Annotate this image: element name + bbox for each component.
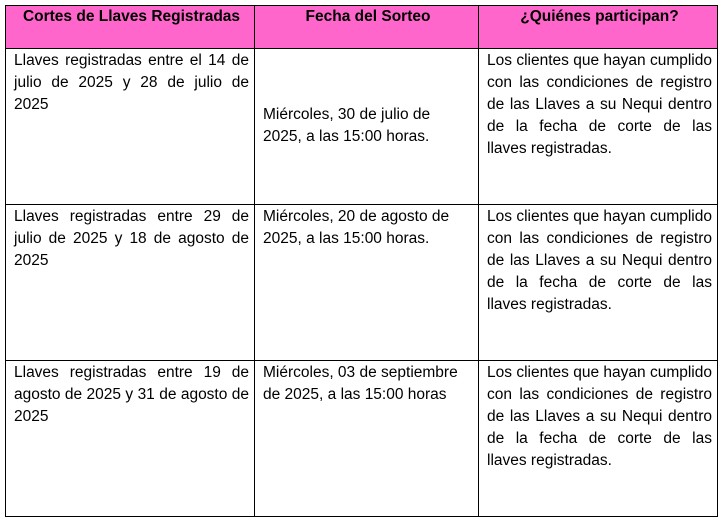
- table-row: [6, 49, 718, 205]
- cell-fecha: Miércoles, 20 de agosto de 2025, a las 15:00 horas.: [255, 205, 479, 361]
- cell-cortes: Llaves registradas entre el 14 de julio de 2025 y 28 de julio de 2025: [6, 49, 255, 205]
- header-quienes: ¿Quiénes participan?: [479, 6, 718, 49]
- table-body: [6, 49, 718, 517]
- header-row: [6, 6, 718, 49]
- table-header: [6, 6, 718, 49]
- table-row: [6, 205, 718, 361]
- cell-fecha: Miércoles, 30 de julio de 2025, a las 15:00 horas.: [255, 49, 479, 205]
- cell-quienes: Los clientes que hayan cumplido con las condiciones de registro de las Llaves a su Nequi dentro de la fecha de corte de las llaves registradas.: [479, 205, 718, 361]
- cell-quienes: Los clientes que hayan cumplido con las condiciones de registro de las Llaves a su Nequi dentro de la fecha de corte de las llaves registradas.: [479, 49, 718, 205]
- cell-quienes: Los clientes que hayan cumplido con las condiciones de registro de las Llaves a su Nequi dentro de la fecha de corte de las llaves registradas.: [479, 361, 718, 517]
- cell-cortes: Llaves registradas entre 29 de julio de 2025 y 18 de agosto de 2025: [6, 205, 255, 361]
- header-cortes: Cortes de Llaves Registradas: [6, 6, 255, 49]
- header-fecha: Fecha del Sorteo: [255, 6, 479, 49]
- table-row: [6, 361, 718, 517]
- sorteo-table: [5, 5, 718, 517]
- cell-fecha: Miércoles, 03 de septiembre de 2025, a las 15:00 horas: [255, 361, 479, 517]
- cell-cortes: Llaves registradas entre 19 de agosto de 2025 y 31 de agosto de 2025: [6, 361, 255, 517]
